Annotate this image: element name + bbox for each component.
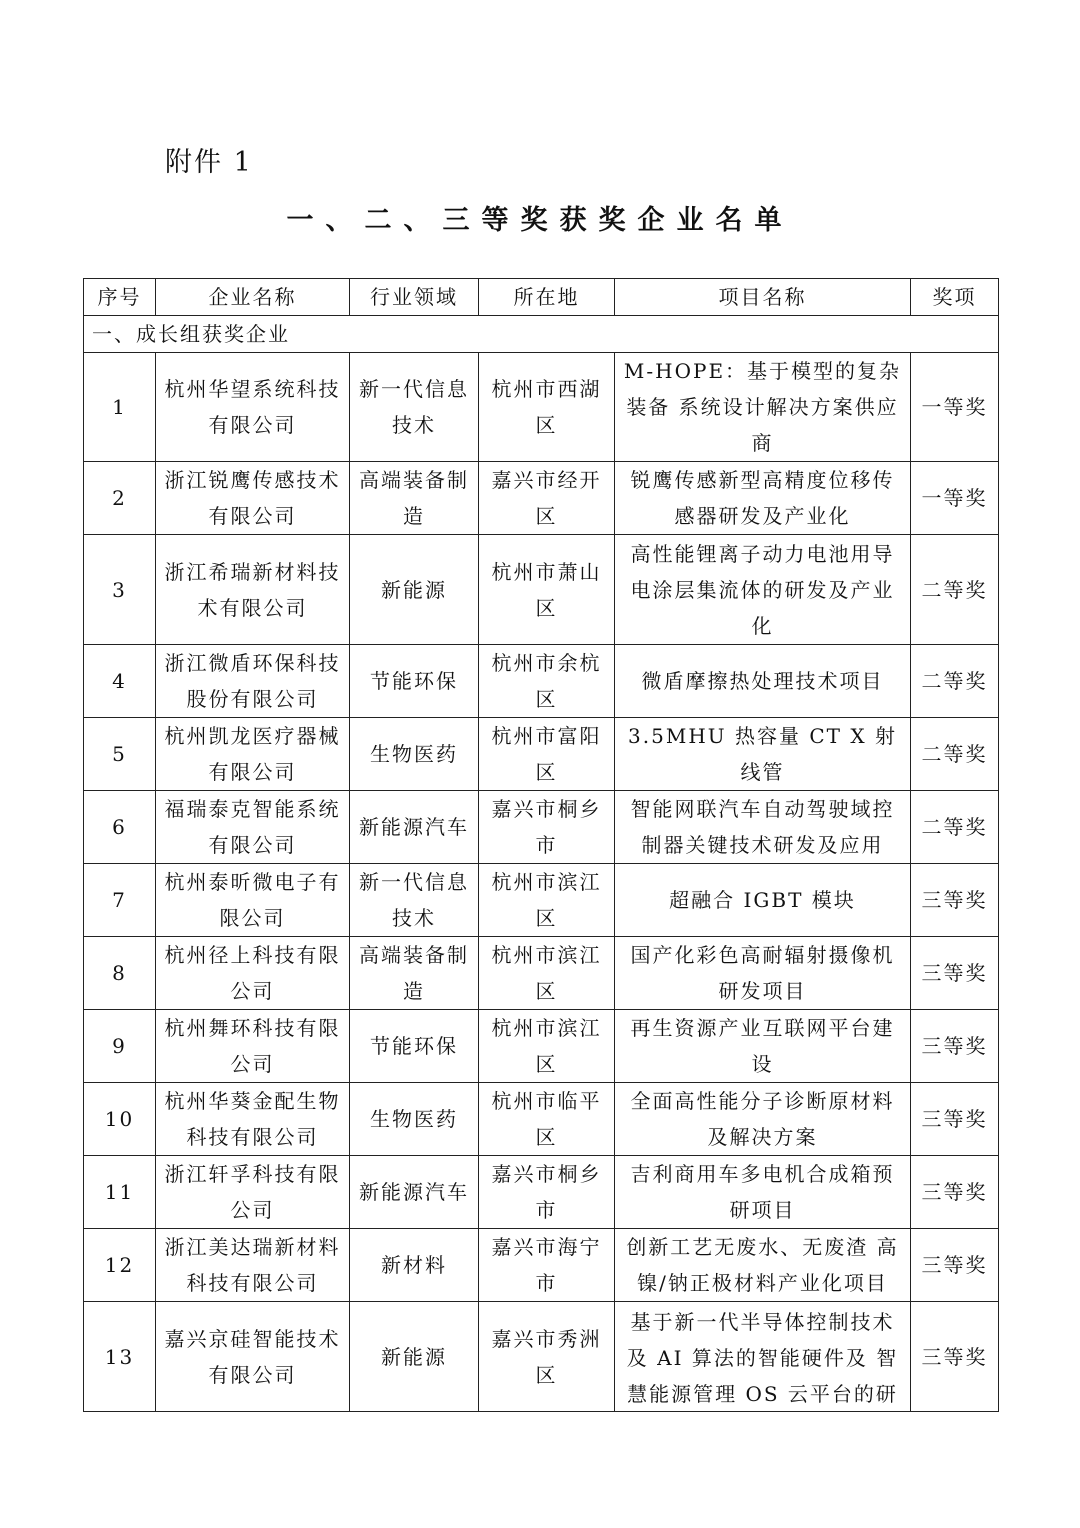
cell-no: 12: [84, 1229, 156, 1302]
table-row: [84, 791, 999, 864]
table-row: [84, 1156, 999, 1229]
cell-award: 一等奖: [911, 462, 999, 535]
column-header-location: 所在地: [479, 279, 615, 316]
table-row: [84, 718, 999, 791]
cell-no: 3: [84, 535, 156, 645]
cell-project: M-HOPE：基于模型的复杂装备 系统设计解决方案供应商: [615, 353, 911, 462]
table-header-row: [84, 279, 999, 316]
cell-project: 吉利商用车多电机合成箱预研项目: [615, 1156, 911, 1229]
cell-company: 杭州舞环科技有限公司: [156, 1010, 350, 1083]
column-header-industry: 行业领域: [350, 279, 479, 316]
cell-award: 二等奖: [911, 535, 999, 645]
cell-project: [615, 1302, 911, 1412]
table-row: [84, 645, 999, 718]
column-header-company: 企业名称: [156, 279, 350, 316]
cell-location: 杭州市滨江区: [479, 864, 615, 937]
cell-company: 杭州凯龙医疗器械有限公司: [156, 718, 350, 791]
cell-award: 三等奖: [911, 937, 999, 1010]
section-title: 一、成长组获奖企业: [84, 316, 999, 353]
cell-industry: 新能源汽车: [350, 1156, 479, 1229]
cell-location: 杭州市富阳区: [479, 718, 615, 791]
cell-company: 杭州径上科技有限公司: [156, 937, 350, 1010]
cell-industry: 高端装备制造: [350, 937, 479, 1010]
cell-no: 9: [84, 1010, 156, 1083]
cell-industry: 新材料: [350, 1229, 479, 1302]
cell-no: 10: [84, 1083, 156, 1156]
cell-project: 国产化彩色高耐辐射摄像机研发项目: [615, 937, 911, 1010]
cell-industry: 生物医药: [350, 718, 479, 791]
cell-location: 嘉兴市秀洲区: [479, 1302, 615, 1412]
cell-industry: 新一代信息技术: [350, 353, 479, 462]
table-row: [84, 937, 999, 1010]
cell-award: 三等奖: [911, 1083, 999, 1156]
cell-company: 浙江美达瑞新材料科技有限公司: [156, 1229, 350, 1302]
cell-location: 杭州市西湖区: [479, 353, 615, 462]
cell-award: 三等奖: [911, 1156, 999, 1229]
cell-company: 浙江轩孚科技有限公司: [156, 1156, 350, 1229]
cell-industry: 生物医药: [350, 1083, 479, 1156]
cell-award: 二等奖: [911, 718, 999, 791]
cell-award: 一等奖: [911, 353, 999, 462]
table-row: [84, 1010, 999, 1083]
table-row: [84, 864, 999, 937]
cell-location: 嘉兴市桐乡市: [479, 1156, 615, 1229]
cell-award: 三等奖: [911, 1302, 999, 1412]
awards-table: [83, 278, 999, 1412]
cell-company: 杭州华望系统科技有限公司: [156, 353, 350, 462]
cell-company: 浙江锐鹰传感技术有限公司: [156, 462, 350, 535]
attachment-label: 附件 1: [165, 147, 253, 178]
cell-award: 三等奖: [911, 864, 999, 937]
cell-project: 创新工艺无废水、无废渣 高镍/钠正极材料产业化项目: [615, 1229, 911, 1302]
cell-award: 二等奖: [911, 645, 999, 718]
cell-industry: 节能环保: [350, 645, 479, 718]
cell-location: 嘉兴市经开区: [479, 462, 615, 535]
cell-company: 福瑞泰克智能系统有限公司: [156, 791, 350, 864]
cell-no: 2: [84, 462, 156, 535]
cell-industry: 新能源汽车: [350, 791, 479, 864]
cell-project: 3.5MHU 热容量 CT X 射线管: [615, 718, 911, 791]
cell-location: 杭州市余杭区: [479, 645, 615, 718]
cell-project: 锐鹰传感新型高精度位移传感器研发及产业化: [615, 462, 911, 535]
cell-no: 1: [84, 353, 156, 462]
cell-award: 三等奖: [911, 1010, 999, 1083]
cell-company: 杭州泰昕微电子有限公司: [156, 864, 350, 937]
cell-location: 杭州市滨江区: [479, 937, 615, 1010]
cell-company: 杭州华葵金配生物科技有限公司: [156, 1083, 350, 1156]
table-row: [84, 1229, 999, 1302]
column-header-project: 项目名称: [615, 279, 911, 316]
cell-no: 13: [84, 1302, 156, 1412]
cell-industry: 新能源: [350, 1302, 479, 1412]
cell-company: 浙江微盾环保科技股份有限公司: [156, 645, 350, 718]
cell-project: 超融合 IGBT 模块: [615, 864, 911, 937]
document-title: 一、二、三等奖获奖企业名单: [286, 205, 794, 236]
cell-location: 杭州市萧山区: [479, 535, 615, 645]
cell-project: 全面高性能分子诊断原材料及解决方案: [615, 1083, 911, 1156]
cell-company: 嘉兴京硅智能技术有限公司: [156, 1302, 350, 1412]
cell-award: 二等奖: [911, 791, 999, 864]
table-row: [84, 535, 999, 645]
table-row: [84, 462, 999, 535]
cell-award: 三等奖: [911, 1229, 999, 1302]
cell-no: 6: [84, 791, 156, 864]
cell-project: 智能网联汽车自动驾驶域控制器关键技术研发及应用: [615, 791, 911, 864]
table-row: [84, 353, 999, 462]
table-row: [84, 1302, 999, 1412]
cell-no: 11: [84, 1156, 156, 1229]
table-row: [84, 1083, 999, 1156]
cell-no: 8: [84, 937, 156, 1010]
column-header-no: 序号: [84, 279, 156, 316]
cell-company: 浙江希瑞新材料技术有限公司: [156, 535, 350, 645]
cell-project-text: 基于新一代半导体控制技术及 AI 算法的智能硬件及 智慧能源管理 OS 云平台的研: [626, 1309, 899, 1406]
cell-industry: 新能源: [350, 535, 479, 645]
cell-no: 5: [84, 718, 156, 791]
cell-industry: 高端装备制造: [350, 462, 479, 535]
cell-industry: 新一代信息技术: [350, 864, 479, 937]
cell-location: 嘉兴市桐乡市: [479, 791, 615, 864]
cell-no: 7: [84, 864, 156, 937]
cell-no: 4: [84, 645, 156, 718]
cell-project: 高性能锂离子动力电池用导电涂层集流体的研发及产业化: [615, 535, 911, 645]
column-header-award: 奖项: [911, 279, 999, 316]
cell-project: 微盾摩擦热处理技术项目: [615, 645, 911, 718]
cell-location: 杭州市滨江区: [479, 1010, 615, 1083]
cell-project: 再生资源产业互联网平台建设: [615, 1010, 911, 1083]
section-row: [84, 316, 999, 353]
cell-industry: 节能环保: [350, 1010, 479, 1083]
cell-location: 嘉兴市海宁市: [479, 1229, 615, 1302]
cell-location: 杭州市临平区: [479, 1083, 615, 1156]
